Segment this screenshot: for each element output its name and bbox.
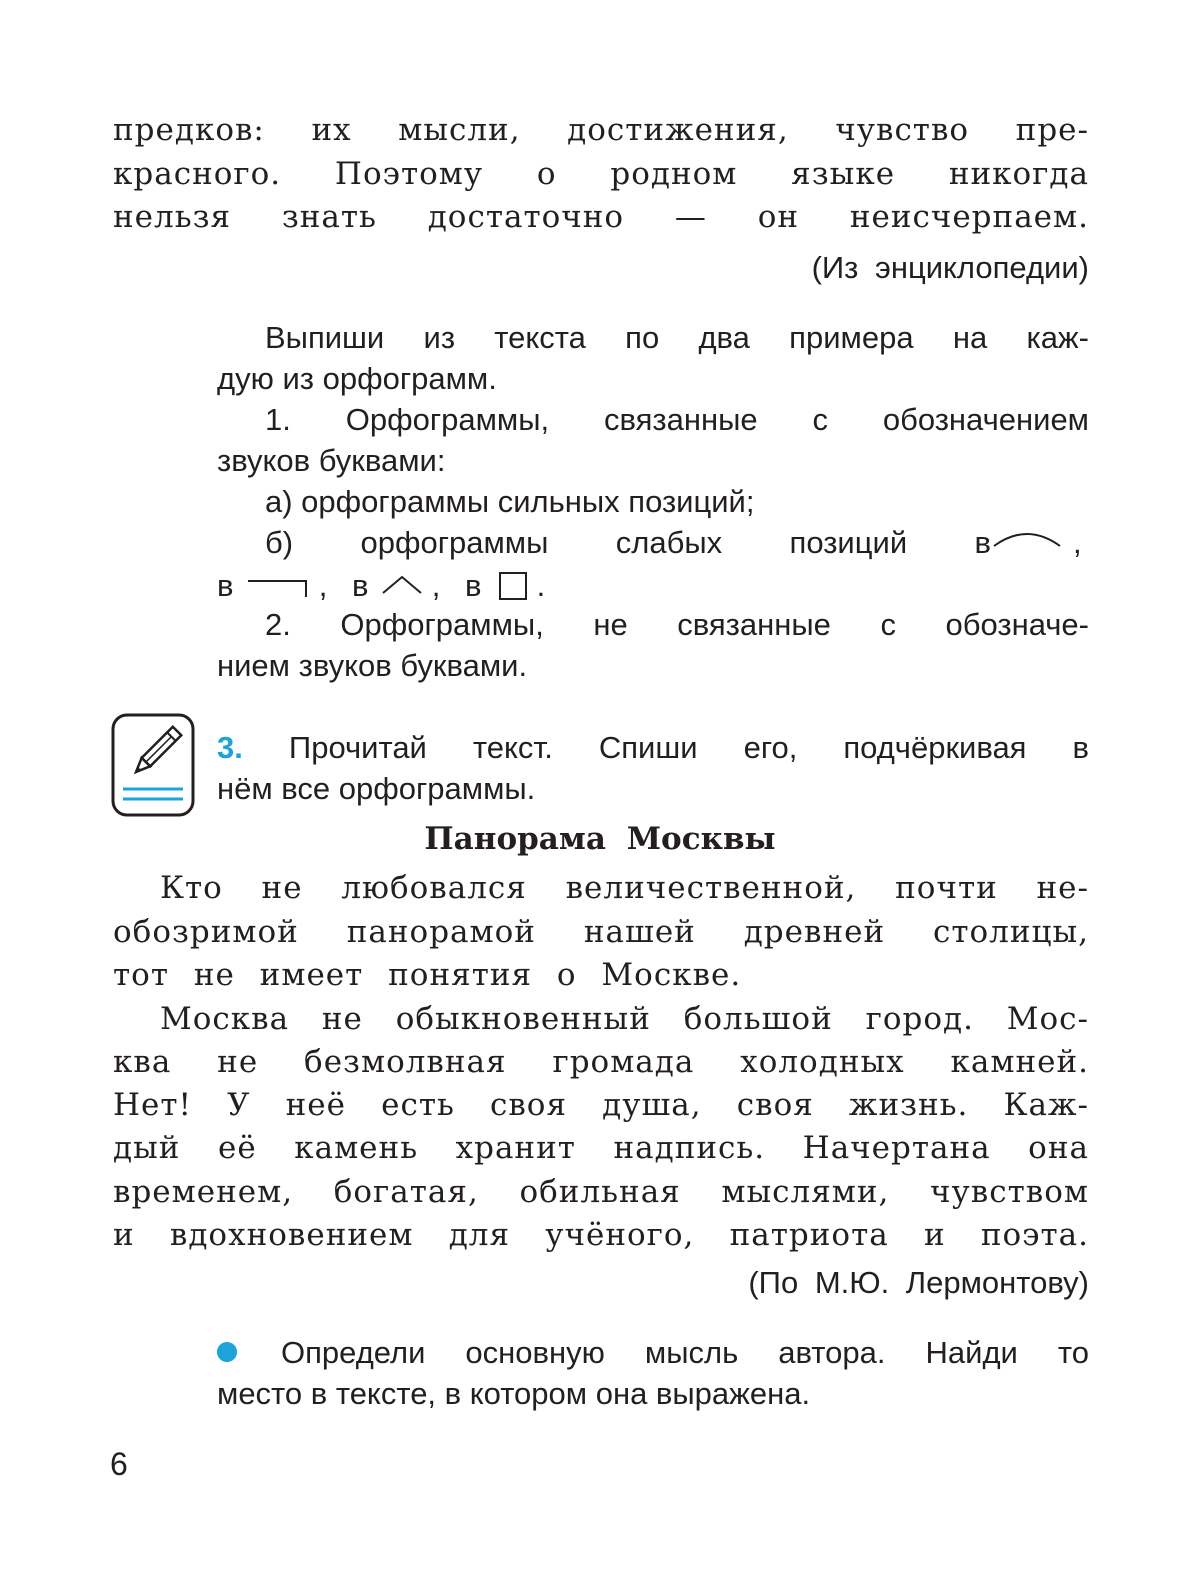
- page-number: 6: [110, 1446, 128, 1482]
- story-p2-line-4: дый её камень хранит надпись. Начертана она: [113, 1130, 1089, 1166]
- task-item-a: а) орфограммы сильных позиций;: [265, 484, 755, 519]
- symbol-prefix-3: в: [464, 568, 482, 604]
- story-p2-line-2: ква не безмолвная громада холодных камней.: [113, 1044, 1089, 1080]
- question-line-1: Определи основную мысль автора. Найди то: [281, 1335, 1089, 1370]
- question-line-2: место в тексте, в котором она выражена.: [217, 1376, 811, 1411]
- task-line-1: Выпиши из текста по два примера на каж-: [265, 320, 1089, 355]
- symbol-sep-2: ,: [431, 568, 441, 604]
- task-item-1-line-2: звуков буквами:: [217, 443, 446, 478]
- story-p1-line-2: обозримой панорамой нашей древней столицы,: [113, 914, 1089, 950]
- intro-line-2: красного. Поэтому о родном языке никогда: [113, 156, 1089, 192]
- symbol-prefix-2: в: [351, 568, 369, 604]
- arc-symbol-icon: [992, 522, 1062, 563]
- symbols-line: [217, 563, 545, 604]
- exercise-3-instruction: Прочитай текст. Спиши его, подчёркивая в: [288, 730, 1089, 765]
- story-source: (По М.Ю. Лермонтову): [748, 1265, 1089, 1300]
- symbol-end: .: [536, 568, 546, 604]
- task-item-b: б) орфограммы слабых позиций в: [265, 525, 991, 560]
- story-p2-line-1: Москва не обыкновенный большой город. Мос-: [160, 1001, 1089, 1037]
- exercise-3-line-1: [217, 727, 1089, 768]
- bullet-dot-icon: [217, 1342, 237, 1362]
- root-symbol-icon: [381, 571, 423, 601]
- symbol-prefix-1: в: [217, 568, 234, 604]
- exercise-3-line-2: нём все орфограммы.: [217, 771, 536, 806]
- intro-line-1: предков: их мысли, достижения, чувство пре-: [113, 112, 1089, 148]
- story-p2-line-5: временем, богатая, обильная мыслями, чувством: [113, 1174, 1089, 1210]
- task-item-b-comma: ,: [1073, 525, 1082, 560]
- pencil-icon: [111, 713, 195, 817]
- story-p1-line-3: тот не имеет понятия о Москве.: [113, 957, 742, 993]
- story-p2-line-6: и вдохновением для учёного, патриота и поэта.: [113, 1217, 1089, 1253]
- task-item-2-line-2: нием звуков буквами.: [217, 648, 528, 683]
- story-title: Панорама Москвы: [424, 821, 776, 857]
- suffix-box-icon: [498, 571, 528, 601]
- ending-symbol-icon: [246, 571, 310, 601]
- intro-source: (Из энциклопедии): [811, 250, 1089, 285]
- task-item-2-line-1: 2. Орфограммы, не связанные с обозначе-: [265, 607, 1089, 642]
- story-p2-line-3: Нет! У неё есть своя душа, своя жизнь. Каж-: [113, 1087, 1089, 1123]
- story-p1-line-1: Кто не любовался величественной, почти не-: [160, 870, 1089, 906]
- task-item-1-line-1: 1. Орфограммы, связанные с обозначением: [265, 402, 1089, 437]
- intro-line-3: нельзя знать достаточно — он неисчерпаем.: [113, 199, 1089, 235]
- exercise-number: 3.: [217, 730, 243, 765]
- task-line-2: дую из орфограмм.: [217, 361, 497, 396]
- symbol-sep-1: ,: [318, 568, 328, 604]
